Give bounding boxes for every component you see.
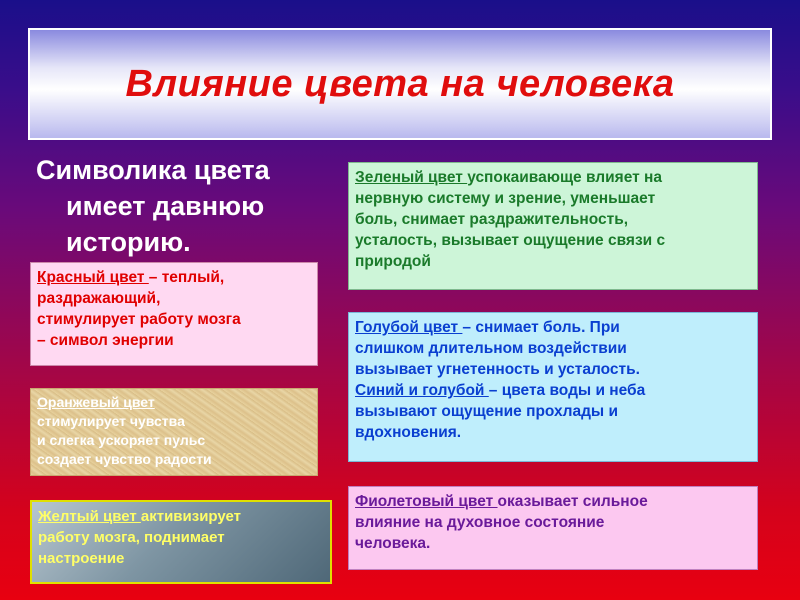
blue-term-2: Синий и голубой <box>355 382 489 399</box>
orange-color-card <box>30 388 318 476</box>
green-line-1: успокаивающе влияет на <box>467 169 663 186</box>
red-line-1: – теплый, <box>148 269 225 286</box>
violet-line-2: влияние на духовное состояние <box>355 514 605 531</box>
page-title: Влияние цвета на человека <box>125 62 675 105</box>
yellow-line-3: настроение <box>38 550 125 567</box>
blue-line-1: – снимает боль. При <box>462 319 620 336</box>
blue-line-6: вдохновения. <box>355 424 462 441</box>
orange-line-3: и слегка ускоряет пульс <box>37 432 206 448</box>
green-term: Зеленый цвет <box>355 169 468 186</box>
intro-line-2: имеет давнюю <box>66 191 265 221</box>
red-line-2: раздражающий, <box>37 290 161 307</box>
intro-line-1: Символика цвета <box>36 155 270 185</box>
violet-line-1: оказывает сильное <box>497 493 648 510</box>
orange-line-2: стимулирует чувства <box>37 413 185 429</box>
green-line-3: боль, снимает раздражительность, <box>355 211 629 228</box>
intro-text <box>36 152 326 260</box>
blue-line-3: вызывает угнетенность и усталость. <box>355 361 640 378</box>
blue-line-5: вызывают ощущение прохлады и <box>355 403 618 420</box>
violet-term: Фиолетовый цвет <box>355 493 498 510</box>
blue-term: Голубой цвет <box>355 319 463 336</box>
violet-line-3: человека. <box>355 535 431 552</box>
red-term: Красный цвет <box>37 269 149 286</box>
blue-color-card <box>348 312 758 462</box>
intro-line-3: историю. <box>66 227 191 257</box>
yellow-line-2: работу мозга, поднимает <box>38 529 225 546</box>
yellow-term: Желтый цвет <box>38 508 141 525</box>
green-line-5: природой <box>355 253 431 270</box>
title-banner <box>28 28 772 140</box>
yellow-color-card <box>30 500 332 584</box>
yellow-line-1: активизирует <box>140 508 242 525</box>
red-line-4: – символ энергии <box>37 332 174 349</box>
orange-line-4: создает чувство радости <box>37 451 212 467</box>
green-line-4: усталость, вызывает ощущение связи с <box>355 232 666 249</box>
green-color-card <box>348 162 758 290</box>
green-line-2: нервную систему и зрение, уменьшает <box>355 190 656 207</box>
red-color-card <box>30 262 318 366</box>
violet-color-card <box>348 486 758 570</box>
orange-term: Оранжевый цвет <box>37 394 155 410</box>
red-line-3: стимулирует работу мозга <box>37 311 241 328</box>
blue-line-2: слишком длительном воздействии <box>355 340 627 357</box>
blue-line-4: – цвета воды и неба <box>488 382 646 399</box>
